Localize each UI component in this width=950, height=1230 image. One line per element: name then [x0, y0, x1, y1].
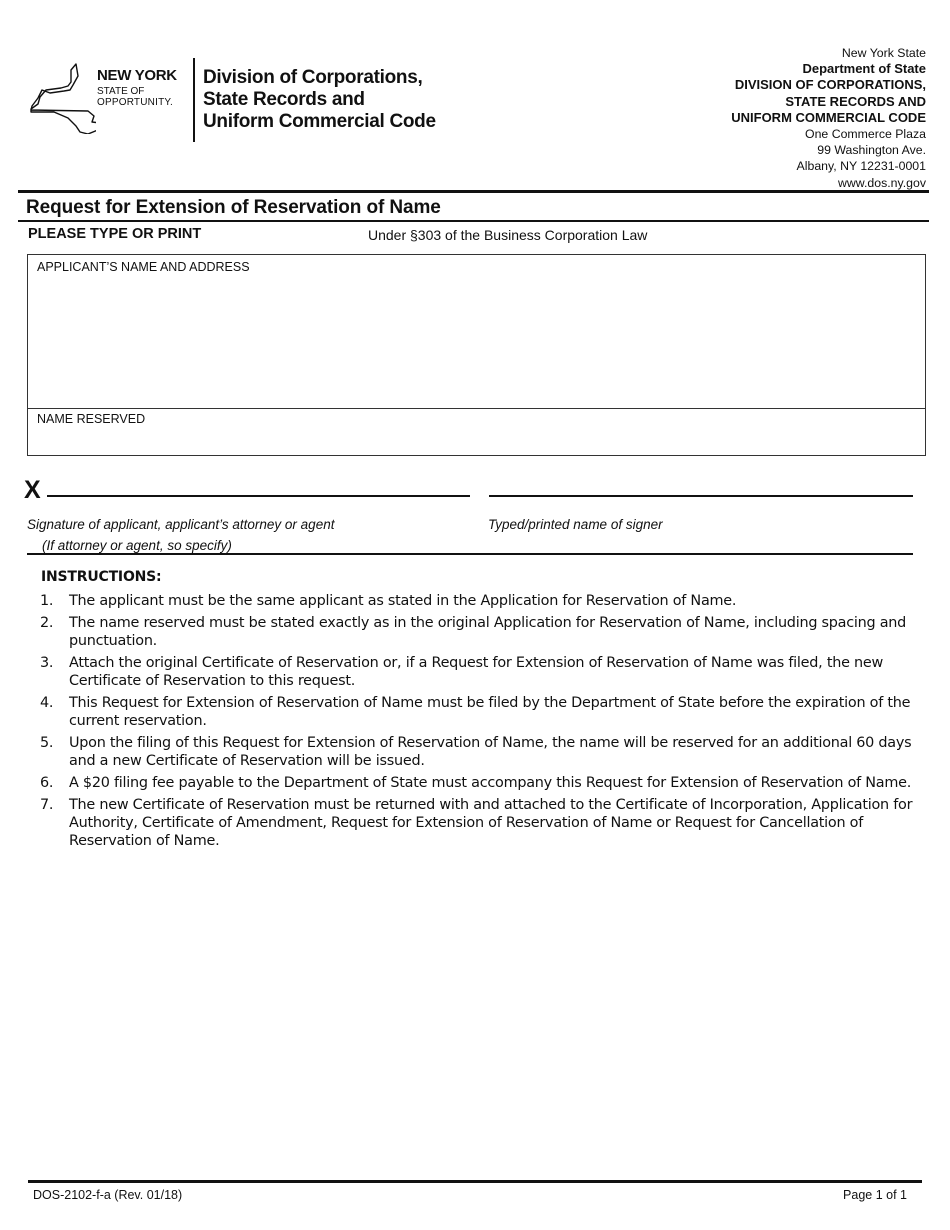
instruction-text: Attach the original Certificate of Reservation or, if a Request for Extension of Reservation of Name was filed, the new Certificate of Reservation to this request. [69, 655, 883, 689]
statute-reference: Under §303 of the Business Corporation Law [368, 227, 648, 243]
signature-x-mark: X [24, 476, 41, 504]
name-reserved-label: NAME RESERVED [37, 412, 146, 426]
address-line-street-2: 99 Washington Ave. [817, 143, 926, 158]
signature-subcaption: (If attorney or agent, so specify) [42, 538, 232, 553]
instructions-list [36, 592, 916, 854]
agency-address [731, 45, 926, 191]
logo-tagline-line1: STATE OF [97, 86, 145, 97]
logo-name: NEW YORK [97, 67, 177, 84]
instruction-text: The new Certificate of Reservation must be returned with and attached to the Certificate of Incorporation, Application for Authority, Certificate of Amendment, Request for Extension of Reservation of Name or Request for Cancellation of Reservation of Name. [69, 797, 913, 849]
instruction-item: 4. This Request for Extension of Reservation of Name must be filed by the Department of State before the expiration of the current reservation. [40, 695, 911, 729]
instruction-item: 7. The new Certificate of Reservation must be returned with and attached to the Certificate of Incorporation, Application for Authority, Certificate of Amendment, Request for Extension of Reservation of Name or Request for Cancellation of Reservation of Name. [40, 797, 913, 849]
signature-section-rule [27, 553, 913, 555]
applicant-name-address-label: APPLICANT’S NAME AND ADDRESS [37, 260, 250, 274]
address-line-city: Albany, NY 12231-0001 [796, 159, 926, 174]
new-york-state-map-icon [28, 60, 96, 134]
instruction-item: 2. The name reserved must be stated exactly as in the original Application for Reservation of Name, including spacing and punctuation. [40, 615, 907, 649]
name-reserved-field[interactable] [27, 407, 926, 456]
page-number: Page 1 of 1 [843, 1188, 907, 1202]
address-line-state: New York State [841, 46, 926, 60]
instruction-text: The name reserved must be stated exactly as in the original Application for Reservation of Name, including spacing and punctuation. [69, 615, 907, 649]
division-name-line-2: State Records and [203, 89, 365, 110]
signature-caption: Signature of applicant, applicant’s attorney or agent [27, 517, 335, 532]
applicant-name-address-field[interactable] [27, 254, 926, 409]
address-line-division-1: DIVISION OF CORPORATIONS, [734, 77, 926, 93]
logo-tagline-line2: OPPORTUNITY. [97, 97, 173, 108]
printed-name-line[interactable] [489, 495, 913, 497]
division-name-line-1: Division of Corporations, [203, 67, 423, 88]
address-line-division-2: STATE RECORDS AND [785, 93, 926, 109]
instruction-text: The applicant must be the same applicant as stated in the Application for Reservation of Name. [69, 593, 737, 609]
address-line-street-1: One Commerce Plaza [805, 127, 926, 142]
type-or-print-notice: PLEASE TYPE OR PRINT [28, 226, 202, 242]
instruction-text: This Request for Extension of Reservation of Name must be filed by the Department of State before the expiration of the current reservation. [69, 695, 911, 729]
division-name-line-3: Uniform Commercial Code [203, 111, 436, 132]
instruction-item: 3. Attach the original Certificate of Reservation or, if a Request for Extension of Reservation of Name was filed, the new Certificate of Reservation to this request. [40, 655, 883, 689]
instruction-text: Upon the filing of this Request for Extension of Reservation of Name, the name will be reserved for an additional 60 days and a new Certificate of Reservation will be issued. [69, 735, 912, 769]
instruction-text: A $20 filing fee payable to the Department of State must accompany this Request for Extension of Reservation of Name. [69, 775, 912, 791]
instruction-item: 6. A $20 filing fee payable to the Department of State must accompany this Request for Extension of Reservation of Name. [40, 775, 912, 791]
title-rule [18, 220, 929, 222]
form-title: Request for Extension of Reservation of Name [26, 197, 441, 218]
signature-line[interactable] [47, 495, 470, 497]
instructions-heading: INSTRUCTIONS: [41, 569, 162, 585]
address-line-department: Department of State [802, 61, 926, 77]
address-line-division-3: UNIFORM COMMERCIAL CODE [731, 109, 926, 125]
instruction-item: 1. The applicant must be the same applicant as stated in the Application for Reservation of Name. [40, 593, 737, 609]
logo-divider [193, 58, 195, 142]
agency-logo [28, 56, 468, 146]
footer-rule [28, 1180, 922, 1183]
address-line-website[interactable]: www.dos.ny.gov [838, 175, 926, 190]
form-number: DOS-2102-f-a (Rev. 01/18) [33, 1188, 183, 1202]
header-rule [18, 190, 929, 193]
instruction-item: 5. Upon the filing of this Request for Extension of Reservation of Name, the name will be reserved for an additional 60 days and a new Certificate of Reservation will be issued. [40, 735, 912, 769]
printed-name-caption: Typed/printed name of signer [488, 517, 663, 532]
